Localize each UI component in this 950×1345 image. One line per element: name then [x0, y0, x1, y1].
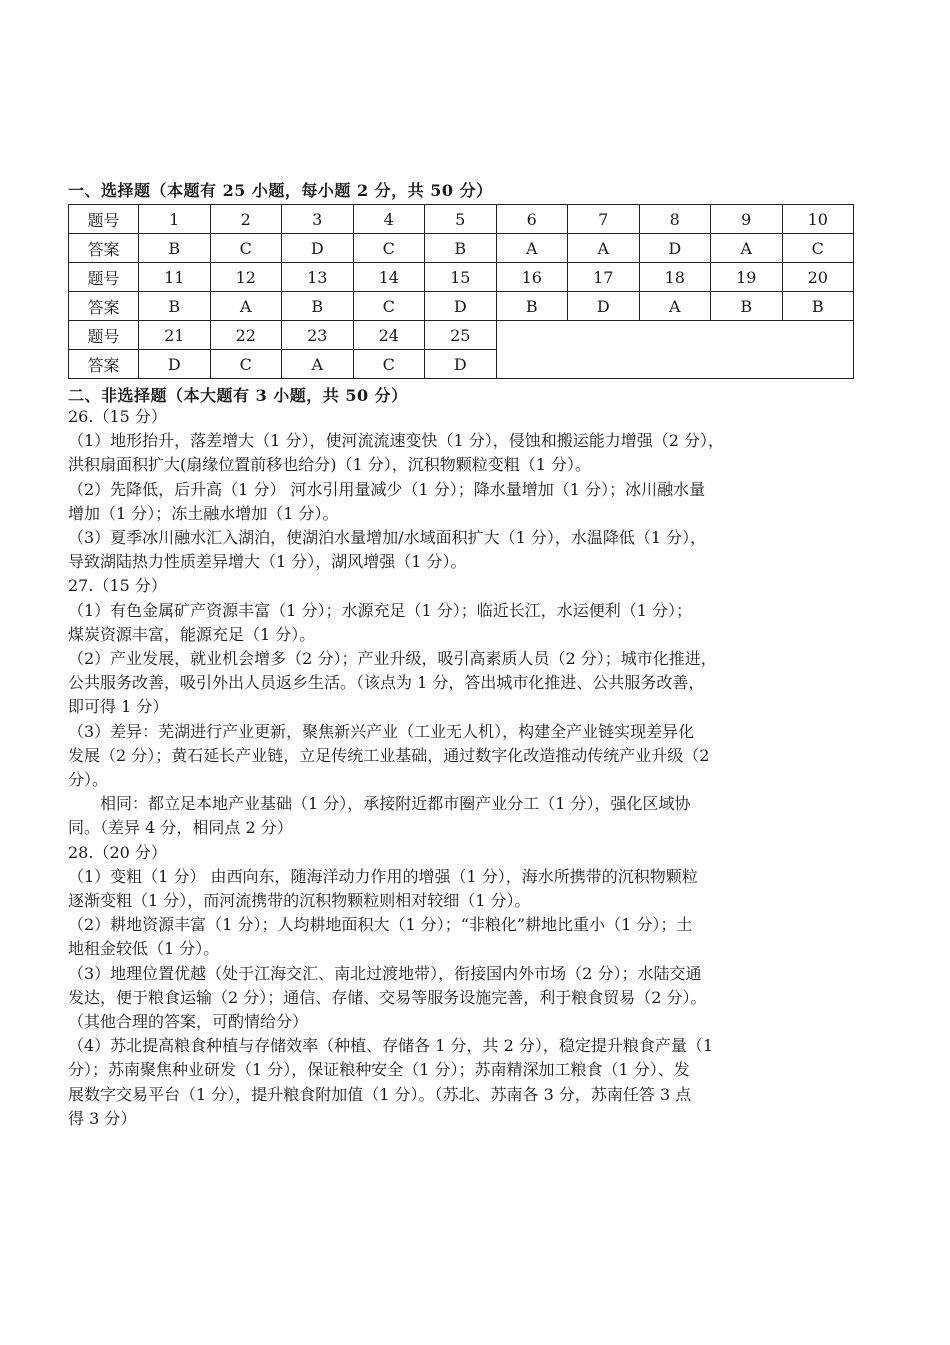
table-cell: 22 — [210, 321, 282, 350]
text-line: 28.（20 分） — [68, 842, 167, 862]
row-label: 题号 — [69, 263, 139, 292]
table-cell: C — [353, 350, 425, 379]
table-cell: 21 — [139, 321, 211, 350]
text-line: 增加（1 分）；冻土融水增加（1 分）。 — [68, 503, 339, 523]
table-cell: A — [639, 292, 711, 321]
table-cell: 11 — [139, 263, 211, 292]
text-line: （2）耕地资源丰富（1 分）；人均耕地面积大（1 分）；“非粮化”耕地比重小（1 分）；土 — [68, 915, 693, 935]
text-line: 逐渐变粗（1 分），而河流携带的沉积物颗粒则相对较细（1 分）。 — [68, 891, 531, 911]
table-cell: A — [568, 234, 640, 263]
table-cell: C — [782, 234, 854, 263]
text-line: 得 3 分） — [68, 1108, 137, 1128]
table-cell: 9 — [711, 205, 783, 234]
table-cell: D — [282, 234, 354, 263]
text-line: 即可得 1 分） — [68, 697, 169, 717]
section1-title: 一、选择题（本题有 25 小题，每小题 2 分，共 50 分） — [68, 181, 493, 200]
answer-table — [68, 204, 854, 379]
table-cell: B — [782, 292, 854, 321]
text-line: 分）。 — [68, 770, 109, 790]
text-line: （1）变粗（1 分） 由西向东，随海洋动力作用的增强（1 分），海水所携带的沉积物颗粒 — [68, 866, 698, 886]
table-cell: 10 — [782, 205, 854, 234]
table-cell: 7 — [568, 205, 640, 234]
text-line: 27.（15 分） — [68, 576, 167, 596]
table-row — [69, 292, 854, 321]
text-line: （其他合理的答案，可酌情给分） — [68, 1012, 309, 1032]
table-cell: 17 — [568, 263, 640, 292]
text-line: 同。（差异 4 分，相同点 2 分） — [68, 818, 293, 838]
text-line: （2）产业发展，就业机会增多（2 分）；产业升级，吸引高素质人员（2 分）；城市化推进， — [68, 649, 717, 669]
text-line: 煤炭资源丰富，能源充足（1 分）。 — [68, 624, 316, 644]
text-line: （4）苏北提高粮食种植与存储效率（种植、存储各 1 分，共 2 分），稳定提升粮食产量（1 — [68, 1036, 714, 1056]
table-cell: B — [139, 234, 211, 263]
answer-body — [68, 405, 856, 1131]
table-row — [69, 234, 854, 263]
text-line: （3）差异：芜湖进行产业更新，聚焦新兴产业（工业无人机），构建全产业链实现差异化 — [68, 721, 695, 741]
row-label: 题号 — [69, 205, 139, 234]
table-cell: D — [425, 350, 497, 379]
table-cell: D — [139, 350, 211, 379]
table-cell: 14 — [353, 263, 425, 292]
section2-title: 二、非选择题（本大题有 3 小题，共 50 分） — [68, 386, 408, 405]
table-cell: 23 — [282, 321, 354, 350]
table-cell: B — [425, 234, 497, 263]
row-label: 答案 — [69, 350, 139, 379]
table-cell: A — [496, 234, 568, 263]
text-line: 26.（15 分） — [68, 407, 167, 426]
table-cell: 19 — [711, 263, 783, 292]
table-row — [69, 263, 854, 292]
table-cell: 16 — [496, 263, 568, 292]
text-line: 公共服务改善，吸引外出人员返乡生活。（该点为 1 分，答出城市化推进、公共服务改善， — [68, 673, 705, 693]
table-cell: C — [353, 234, 425, 263]
table-cell: D — [639, 234, 711, 263]
text-line: （3）地理位置优越（处于江海交汇、南北过渡地带），衔接国内外市场（2 分）；水陆交通 — [68, 963, 702, 983]
text-line: 导致湖陆热力性质差异增大（1 分），湖风增强（1 分）。 — [68, 552, 467, 572]
table-cell: 5 — [425, 205, 497, 234]
table-cell: 3 — [282, 205, 354, 234]
empty-cell — [496, 321, 854, 379]
text-line: 洪积扇面积扩大(扇缘位置前移也给分)（1 分），沉积物颗粒变粗（1 分）。 — [68, 455, 592, 475]
table-cell: A — [711, 234, 783, 263]
text-line: （2）先降低，后升高（1 分） 河水引用量减少（1 分）；降水量增加（1 分）；冰川融水量 — [68, 479, 706, 499]
table-cell: D — [568, 292, 640, 321]
table-cell: C — [210, 350, 282, 379]
table-cell: 6 — [496, 205, 568, 234]
text-line: 分）；苏南聚焦种业研发（1 分），保证粮种安全（1 分）；苏南精深加工粮食（1 分）、发 — [68, 1060, 690, 1080]
text-line: 发展（2 分）；黄石延长产业链，立足传统工业基础，通过数字化改造推动传统产业升级（2 — [68, 745, 710, 765]
text-line: 展数字交易平台（1 分），提升粮食附加值（1 分）。（苏北、苏南各 3 分，苏南任答 3 点 — [68, 1084, 692, 1104]
table-cell: 25 — [425, 321, 497, 350]
table-cell: 12 — [210, 263, 282, 292]
table-cell: B — [282, 292, 354, 321]
table-cell: 15 — [425, 263, 497, 292]
text-line: 相同：都立足本地产业基础（1 分），承接附近都市圈产业分工（1 分），强化区域协 — [68, 794, 691, 814]
table-cell: C — [353, 292, 425, 321]
table-cell: B — [711, 292, 783, 321]
table-cell: 18 — [639, 263, 711, 292]
text-line: 地租金较低（1 分）。 — [68, 939, 220, 959]
table-cell: C — [210, 234, 282, 263]
row-label: 答案 — [69, 234, 139, 263]
row-label: 答案 — [69, 292, 139, 321]
table-cell: 4 — [353, 205, 425, 234]
row-label: 题号 — [69, 321, 139, 350]
text-line: （1）有色金属矿产资源丰富（1 分）；水源充足（1 分）；临近长江，水运便利（1 分）； — [68, 600, 692, 620]
text-line: （3）夏季冰川融水汇入湖泊，使湖泊水量增加/水域面积扩大（1 分），水温降低（1 分）， — [68, 528, 707, 548]
table-cell: B — [139, 292, 211, 321]
table-cell: 1 — [139, 205, 211, 234]
table-cell: 2 — [210, 205, 282, 234]
table-cell: B — [496, 292, 568, 321]
text-line: （1）地形抬升，落差增大（1 分），使河流流速变快（1 分），侵蚀和搬运能力增强（2 分）， — [68, 431, 724, 451]
table-cell: D — [425, 292, 497, 321]
table-cell: A — [282, 350, 354, 379]
table-cell: 13 — [282, 263, 354, 292]
table-cell: A — [210, 292, 282, 321]
table-row — [69, 205, 854, 234]
table-row — [69, 321, 854, 350]
table-cell: 20 — [782, 263, 854, 292]
table-cell: 8 — [639, 205, 711, 234]
table-cell: 24 — [353, 321, 425, 350]
text-line: 发达，便于粮食运输（2 分）；通信、存储、交易等服务设施完善，利于粮食贸易（2 分）。 — [68, 987, 707, 1007]
